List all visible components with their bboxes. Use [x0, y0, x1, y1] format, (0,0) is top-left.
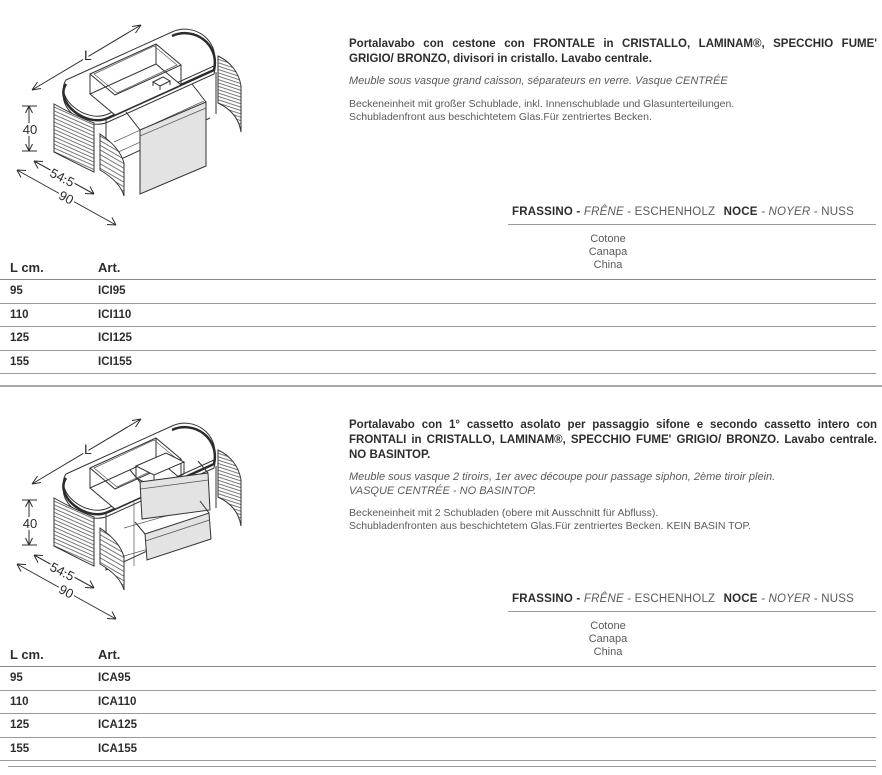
right-curved-panel — [218, 450, 241, 526]
table-row: 110 ICI110 — [0, 304, 876, 328]
color-option: Canapa — [588, 633, 628, 645]
product-description — [349, 37, 877, 124]
vanity-isometric-drawing — [4, 400, 342, 632]
column-header-article: Art. — [98, 647, 121, 662]
table-row: 125 ICA125 — [0, 714, 876, 738]
column-header-length: L cm. — [10, 260, 44, 275]
finish-walnut: NOCE - NOYER - NUSS — [723, 593, 854, 605]
size-article-table — [0, 633, 876, 761]
description-french: Meuble sous vasque grand caisson, séparateurs en verre. Vasque CENTRÉE — [349, 75, 728, 87]
technical-drawing-two-drawers — [4, 400, 342, 637]
table-header — [0, 246, 876, 280]
table-row: 110 ICA110 — [0, 691, 876, 715]
size-article-table — [0, 246, 876, 374]
description-italian: Portalavabo con 1° cassetto asolato per passaggio sifone e secondo cassetto intero con FRONTALI in CRISTALLO, LAMINAM®, SPECCHIO FUME' GRIGIO/ BRONZO. Lavabo centrale. NO BASINTOP. — [349, 419, 877, 461]
column-header-length: L cm. — [10, 647, 44, 662]
description-french: Meuble sous vasque 2 tiroirs, 1er avec découpe pour passage siphon, 2ème tiroir plein. VASQUE CENTRÉE - NO BASINTOP. — [349, 471, 776, 497]
wood-finishes-header — [508, 593, 876, 612]
color-option: China — [593, 646, 623, 658]
color-option: China — [593, 259, 623, 271]
product-section-due-cassetti — [0, 385, 882, 775]
column-header-article: Art. — [98, 260, 121, 275]
dimension-height-label: 40 — [22, 516, 38, 531]
table-header — [0, 633, 876, 667]
right-curved-panel — [218, 56, 241, 132]
dimension-height-label: 40 — [22, 122, 38, 137]
finish-ash: FRASSINO - FRÊNE - ESCHENHOLZ — [512, 206, 716, 218]
color-option: Canapa — [588, 246, 628, 258]
description-german: Beckeneinheit mit 2 Schubladen (obere mit Ausschnitt für Abfluss). Schubladenfronten aus beschichtetem Glas.Für zentriertes Becken. KEIN BASIN TOP. — [349, 507, 752, 532]
table-row: 95 ICA95 — [0, 667, 876, 691]
table-row: 155 ICA155 — [0, 738, 876, 762]
dimension-length-label: L — [84, 441, 92, 457]
dimension-width-label: 90 — [56, 187, 77, 208]
technical-drawing-single-drawer — [4, 6, 342, 243]
finish-ash: FRASSINO - FRÊNE - ESCHENHOLZ — [512, 593, 716, 605]
wood-finishes-header — [508, 206, 876, 225]
table-row: 125 ICI125 — [0, 327, 876, 351]
dimension-width-label: 90 — [56, 581, 77, 602]
dimension-depth-label: 54.5 — [47, 559, 77, 584]
front-curved-panel — [100, 528, 124, 590]
product-description — [349, 418, 877, 533]
front-curved-panel — [100, 134, 124, 196]
dimension-length-label: L — [84, 47, 92, 63]
color-option: Cotone — [590, 620, 626, 632]
page-bottom-rule — [8, 766, 876, 767]
vanity-isometric-drawing — [4, 6, 342, 238]
description-italian: Portalavabo con cestone con FRONTALE in CRISTALLO, LAMINAM®, SPECCHIO FUME' GRIGIO/ BRONZO, divisori in cristallo. Lavabo centrale. — [349, 38, 877, 65]
product-section-cestone — [0, 0, 882, 385]
table-row: 155 ICI155 — [0, 351, 876, 375]
description-german: Beckeneinheit mit großer Schublade, inkl. Innenschublade und Glasunterteilungen. Schubladenfront aus beschichtetem Glas.Für zentriertes Becken. — [349, 97, 735, 123]
finish-walnut: NOCE - NOYER - NUSS — [723, 206, 854, 218]
color-option: Cotone — [590, 233, 626, 245]
table-row: 95 ICI95 — [0, 280, 876, 304]
dimension-depth-label: 54.5 — [47, 165, 77, 190]
